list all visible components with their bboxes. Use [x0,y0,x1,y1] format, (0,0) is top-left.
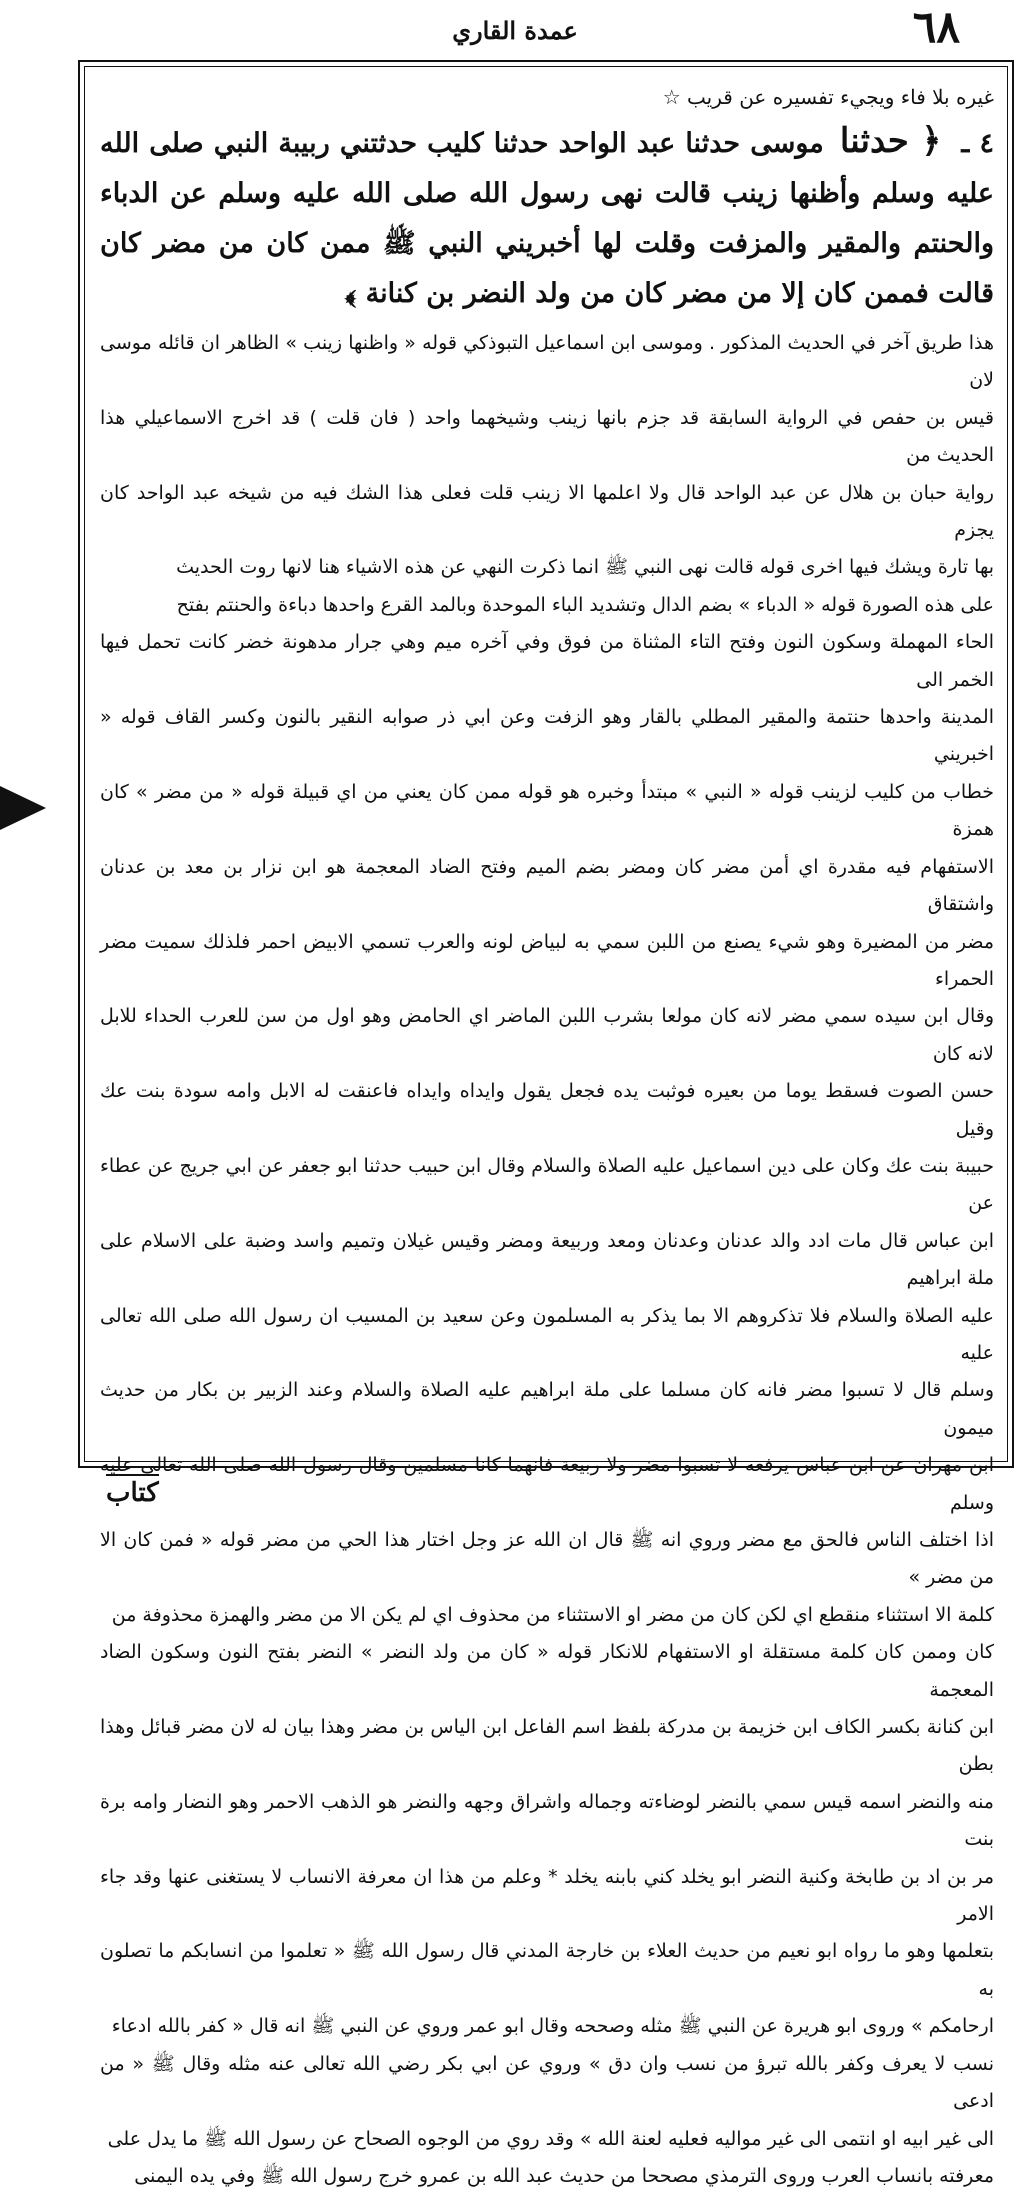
commentary-line: كلمة الا استثناء منقطع اي لكن كان من مضر او الاستثناء من محذوف اي لم يكن الا من مضر والهمزة محذوفة من [111,1603,994,1626]
hadith-opener: ﴿ حدثنا [839,121,942,161]
commentary-line: حسن الصوت فسقط يوما من بعيره فوثبت يده فجعل يقول وايداه وايداه فاعنقت له الابل وامه سودة بنت عك وقيل [100,1080,994,1140]
catchword: كتاب [106,1474,159,1508]
hadith-text [100,116,994,319]
running-title: عمدة القاري [452,16,578,45]
page-number: ٦٨ [912,2,960,53]
commentary-line: وقال ابن سيده سمي مضر لانه كان مولعا بشرب اللبن الماضر اي الحامض وهو اول من سن للعرب الحداء للابل لانه كان [100,1005,994,1065]
commentary-line: الاستفهام فيه مقدرة اي أمن مضر كان ومضر بضم الميم وفتح الضاد المعجمة هو ابن نزار بن معد بن عدنان واشتقاق [100,855,994,916]
commentary-line: الحاء المهملة وسكون النون وفتح التاء المثناة من فوق وفي آخره ميم وهي جرار مدهونة خضر كانت تحمل فيها الخمر الى [100,631,994,691]
page-header [70,2,960,53]
commentary-line: معرفته بانساب العرب وروى الترمذي مصححا من حديث عبد الله بن عمرو خرج رسول الله ﷺ وفي يده اليمنى [134,2164,994,2187]
commentary-line: على هذه الصورة قوله « الدباء » بضم الدال وتشديد الباء الموحدة وبالمد القرع واحدها دباءة والحنتم بفتح [176,593,994,616]
commentary-line: ارحامكم » وروى ابو هريرة عن النبي ﷺ مثله وصححه وقال ابو عمر وروي عن النبي ﷺ انه قال « كفر بالله ادعاء [111,2015,994,2038]
commentary-line: خطاب من كليب لزينب قوله « النبي » مبتدأ وخبره هو قوله ممن كان يعني من اي قبيلة قوله « من مضر » كان همزة [100,780,994,841]
commentary-line: ابن عباس قال مات ادد والد عدنان وعدنان ومعد وربيعة ومضر وقيس غيلان وتميم واسد وضبة على الاسلام على ملة ابراهيم [100,1229,994,1290]
hadith-number: ٤ ـ [961,128,994,159]
commentary-line: نسب لا يعرف وكفر بالله تبرؤ من نسب وان دق » وروي عن ابي بكر رضي الله تعالى عنه مثله وقال ﷺ « من ادعى [100,2052,994,2113]
commentary-line: المدينة واحدها حنتمة والمقير المطلي بالقار وهو الزفت وعن ابي ذر صوابه النقير بالنون وكسر القاف قوله « اخبريني [100,706,994,766]
commentary-line: حبيبة بنت عك وكان على دين اسماعيل عليه الصلاة والسلام وقال ابن حبيب حدثنا ابو جعفر عن ابي جريج عن عطاء عن [100,1154,994,1215]
commentary-line: وسلم قال لا تسبوا مضر فانه كان مسلما على ملة ابراهيم عليه الصلاة والسلام وعند الزبير بن بكار من حديث ميمون [100,1379,994,1439]
commentary-line: مضر من المضيرة وهو شيء يصنع من اللبن سمي به لبياض لونه والعرب تسمي الابيض احمر فلذلك سميت مضر الحمراء [100,930,994,990]
commentary-line: منه والنضر اسمه قيس سمي بالنضر لوضاءته وجماله واشراق وجهه والنضر هو الذهب الاحمر وهو النضار وامه برة بنت [100,1790,994,1851]
commentary-line: رواية حبان بن هلال عن عبد الواحد قال ولا اعلمها الا زينب قلت فعلى هذا الشك فيه من شيخه عبد الواحد كان يجزم [100,481,994,542]
commentary-line: بها تارة ويشك فيها اخرى قوله قالت نهى النبي ﷺ انما ذكرت النهي عن هذه الاشياء هنا لانها روت الحديث [176,556,994,579]
commentary-line: ابن كنانة بكسر الكاف ابن خزيمة بن مدركة بلفظ اسم الفاعل ابن الياس بن مضر وهذا بيان له لان مضر قبائل وهذا بطن [100,1716,994,1776]
commentary-line: مر بن اد بن طابخة وكنية النضر ابو يخلد كني بابنه يخلد * وعلم من هذا ان معرفة الانساب لا يستغنى عنها وقد جاء الامر [100,1865,994,1926]
page-edge-marker [0,786,46,830]
commentary-line: هذا طريق آخر في الحديث المذكور . وموسى ابن اسماعيل التبوذكي قوله « واظنها زينب » الظاهر ان قائله موسى لان [100,332,994,392]
hadith-body: موسى حدثنا عبد الواحد حدثنا كليب حدثتني ربيبة النبي صلى الله عليه وسلم وأظنها زينب قالت نهى رسول الله صلى الله عليه وسلم عن الدباء والحنتم والمقير والمزفت وقلت لها أخبريني النبي ﷺ ممن كان من مضر كان قالت فممن كان إلا من مضر كان من ولد النضر بن كنانة ﴾ [100,128,994,309]
commentary-line: الى غير ابيه او انتمى الى غير مواليه فعليه لعنة الله » وقد روي من الوجوه الصحاح عن رسول الله ﷺ ما يدل على [107,2127,994,2150]
commentary-line: ابن مهران عن ابن عباس يرفعه لا تسبوا مضر ولا ربيعة فانهما كانا مسلمين وقال رسول الله صلى الله تعالى عليه وسلم [100,1454,994,1514]
commentary-line: قيس بن حفص في الرواية السابقة قد جزم بانها زينب وشيخهما واحد ( فان قلت ) قد اخرج الاسماعيلي هذا الحديث من [100,406,994,467]
commentary-line: عليه الصلاة والسلام فلا تذكروهم الا بما يذكر به المسلمون وعن سعيد بن المسيب ان رسول الله صلى الله تعالى عليه [100,1304,994,1364]
commentary-line: اذا اختلف الناس فالحق مع مضر وروي انه ﷺ قال ان الله عز وجل اختار هذا الحي من مضر قوله « فمن كان الا من مضر » [100,1529,994,1589]
commentary-line: كان وممن كان كلمة مستقلة او الاستفهام للانكار قوله « كان من ولد النضر » النضر بفتح النون وسكون الضاد المعجمة [100,1641,994,1701]
lead-line: غيره بلا فاء ويجيء تفسيره عن قريب ☆ [662,85,994,109]
commentary [100,325,994,2195]
commentary-line: بتعلمها وهو ما رواه ابو نعيم من حديث العلاء بن خارجة المدني قال رسول الله ﷺ « تعلموا من انسابكم ما تصلون به [100,1940,994,2000]
